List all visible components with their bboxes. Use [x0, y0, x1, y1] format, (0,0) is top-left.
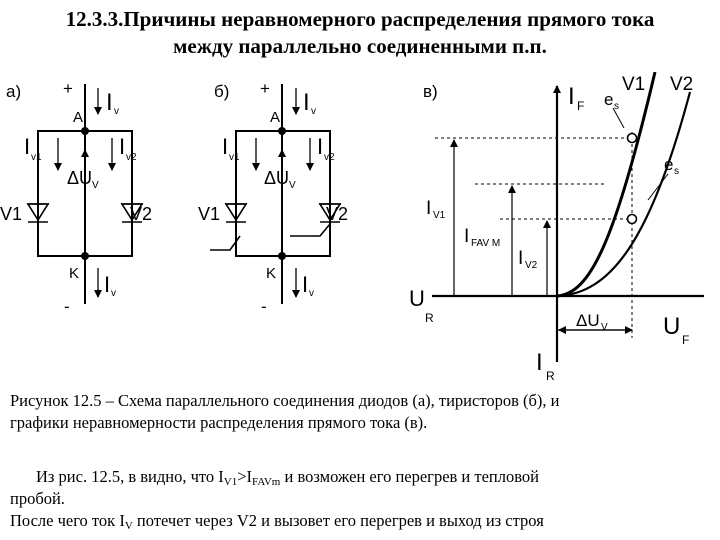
- panel-b-node-k: K: [266, 265, 277, 282]
- panel-b-thyristor-v2-label: V2: [326, 204, 349, 224]
- panel-b-current-v1: I: [222, 134, 229, 159]
- panel-a-current-out: I: [104, 272, 111, 297]
- title-line-2: между параллельно соединенными п.п.: [173, 34, 547, 58]
- panel-b-labels: [198, 79, 348, 316]
- panel-a-voltage-drop-sub: V: [92, 180, 99, 191]
- panel-a-diode-circuit: [27, 84, 143, 304]
- label-iv2: I: [518, 248, 524, 269]
- axis-ur-label: U: [409, 286, 425, 311]
- caption-line-1: Рисунок 12.5 – Схема параллельного соединения диодов (а), тиристоров (б), и: [10, 391, 560, 410]
- panel-b-current-v2: I: [317, 134, 324, 159]
- panel-b-label: б): [214, 82, 230, 101]
- panel-a-current-v2: I: [119, 134, 126, 159]
- panel-a-label: а): [6, 82, 22, 101]
- panel-b-plus: +: [260, 79, 270, 98]
- panel-b-thyristor-v1-label: V1: [198, 204, 221, 224]
- panel-a-labels: [0, 79, 152, 316]
- panel-a-voltage-drop: ΔU: [67, 168, 93, 188]
- figure-12-5: [0, 72, 720, 384]
- es-label-2: e: [664, 155, 674, 174]
- panel-b-current-v2-sub: v2: [324, 152, 335, 163]
- panel-b-minus: -: [261, 297, 267, 316]
- es-label-2-sub: s: [674, 166, 679, 177]
- panel-a-diode-v2-label: V2: [130, 204, 153, 224]
- axis-if-label: I: [568, 83, 575, 110]
- label-iv1: I: [426, 198, 432, 219]
- panel-b-current-v1-sub: v1: [229, 152, 240, 163]
- axis-uf-label: U: [663, 313, 681, 340]
- label-iv1-sub: V1: [433, 210, 446, 221]
- label-ifavm-sub: FAV M: [471, 238, 501, 249]
- curve-v2-label: V2: [670, 74, 694, 95]
- delta-u-label: ΔU: [576, 311, 600, 330]
- panel-v-label: в): [423, 82, 438, 101]
- axis-ur-sub: R: [425, 311, 434, 325]
- paragraph-1: Из рис. 12.5, в видно, что $I_{V1}>I_{FAVm}$ и возможен его перегрев и тепловой: [36, 467, 539, 488]
- node-a-dot: [279, 128, 285, 134]
- title-line-1: 12.3.3.Причины неравномерного распределения прямого тока: [65, 7, 655, 31]
- axis-uf-sub: F: [682, 333, 690, 347]
- figure-caption: [10, 390, 715, 434]
- delta-u-sub: V: [601, 322, 608, 333]
- panel-a-node-k: K: [69, 265, 80, 282]
- es-leader-2: [648, 174, 668, 200]
- slide-title: [0, 6, 720, 60]
- panel-b-current-out-sub: v: [309, 288, 314, 299]
- panel-b-voltage-drop: ΔU: [264, 168, 290, 188]
- panel-b-current-in: I: [303, 89, 310, 116]
- node-k-dot: [279, 253, 285, 259]
- node-k-dot: [82, 253, 88, 259]
- panel-a-current-v2-sub: v2: [126, 152, 137, 163]
- panel-b-node-a: А: [270, 109, 281, 126]
- es-label-1: e: [604, 90, 614, 109]
- explanation-text: [10, 466, 715, 532]
- curve-v1-label: V1: [622, 74, 646, 95]
- es-label-1-sub: s: [614, 101, 619, 112]
- panel-a-plus: +: [63, 79, 73, 98]
- axis-if-sub: F: [577, 99, 585, 113]
- panel-v-labels: [409, 74, 693, 383]
- panel-a-minus: -: [64, 297, 70, 316]
- point-v2: [628, 215, 637, 224]
- caption-line-2: графики неравномерности распределения прямого тока (в).: [10, 413, 428, 432]
- panel-b-current-out: I: [302, 272, 309, 297]
- panel-b-current-in-sub: v: [311, 106, 316, 117]
- panel-a-current-in-sub: v: [114, 106, 119, 117]
- panel-a-current-v1: I: [24, 134, 31, 159]
- label-iv2-sub: V2: [525, 260, 538, 271]
- label-ifavm: I: [464, 226, 470, 247]
- point-v1: [628, 134, 637, 143]
- node-a-dot: [82, 128, 88, 134]
- panel-a-current-out-sub: v: [111, 288, 116, 299]
- paragraph-1-line-2: пробой.: [10, 489, 65, 508]
- panel-a-diode-v1-label: V1: [0, 204, 23, 224]
- panel-a-current-in: I: [106, 89, 113, 116]
- panel-b-voltage-drop-sub: V: [289, 180, 296, 191]
- panel-a-node-a: А: [73, 109, 84, 126]
- axis-ir-label: I: [536, 349, 543, 376]
- panel-a-current-v1-sub: v1: [31, 152, 42, 163]
- paragraph-2: После чего ток $I_V$ потечет через V2 и вызовет его перегрев и выход из строя: [10, 511, 544, 532]
- axis-ir-sub: R: [546, 369, 555, 383]
